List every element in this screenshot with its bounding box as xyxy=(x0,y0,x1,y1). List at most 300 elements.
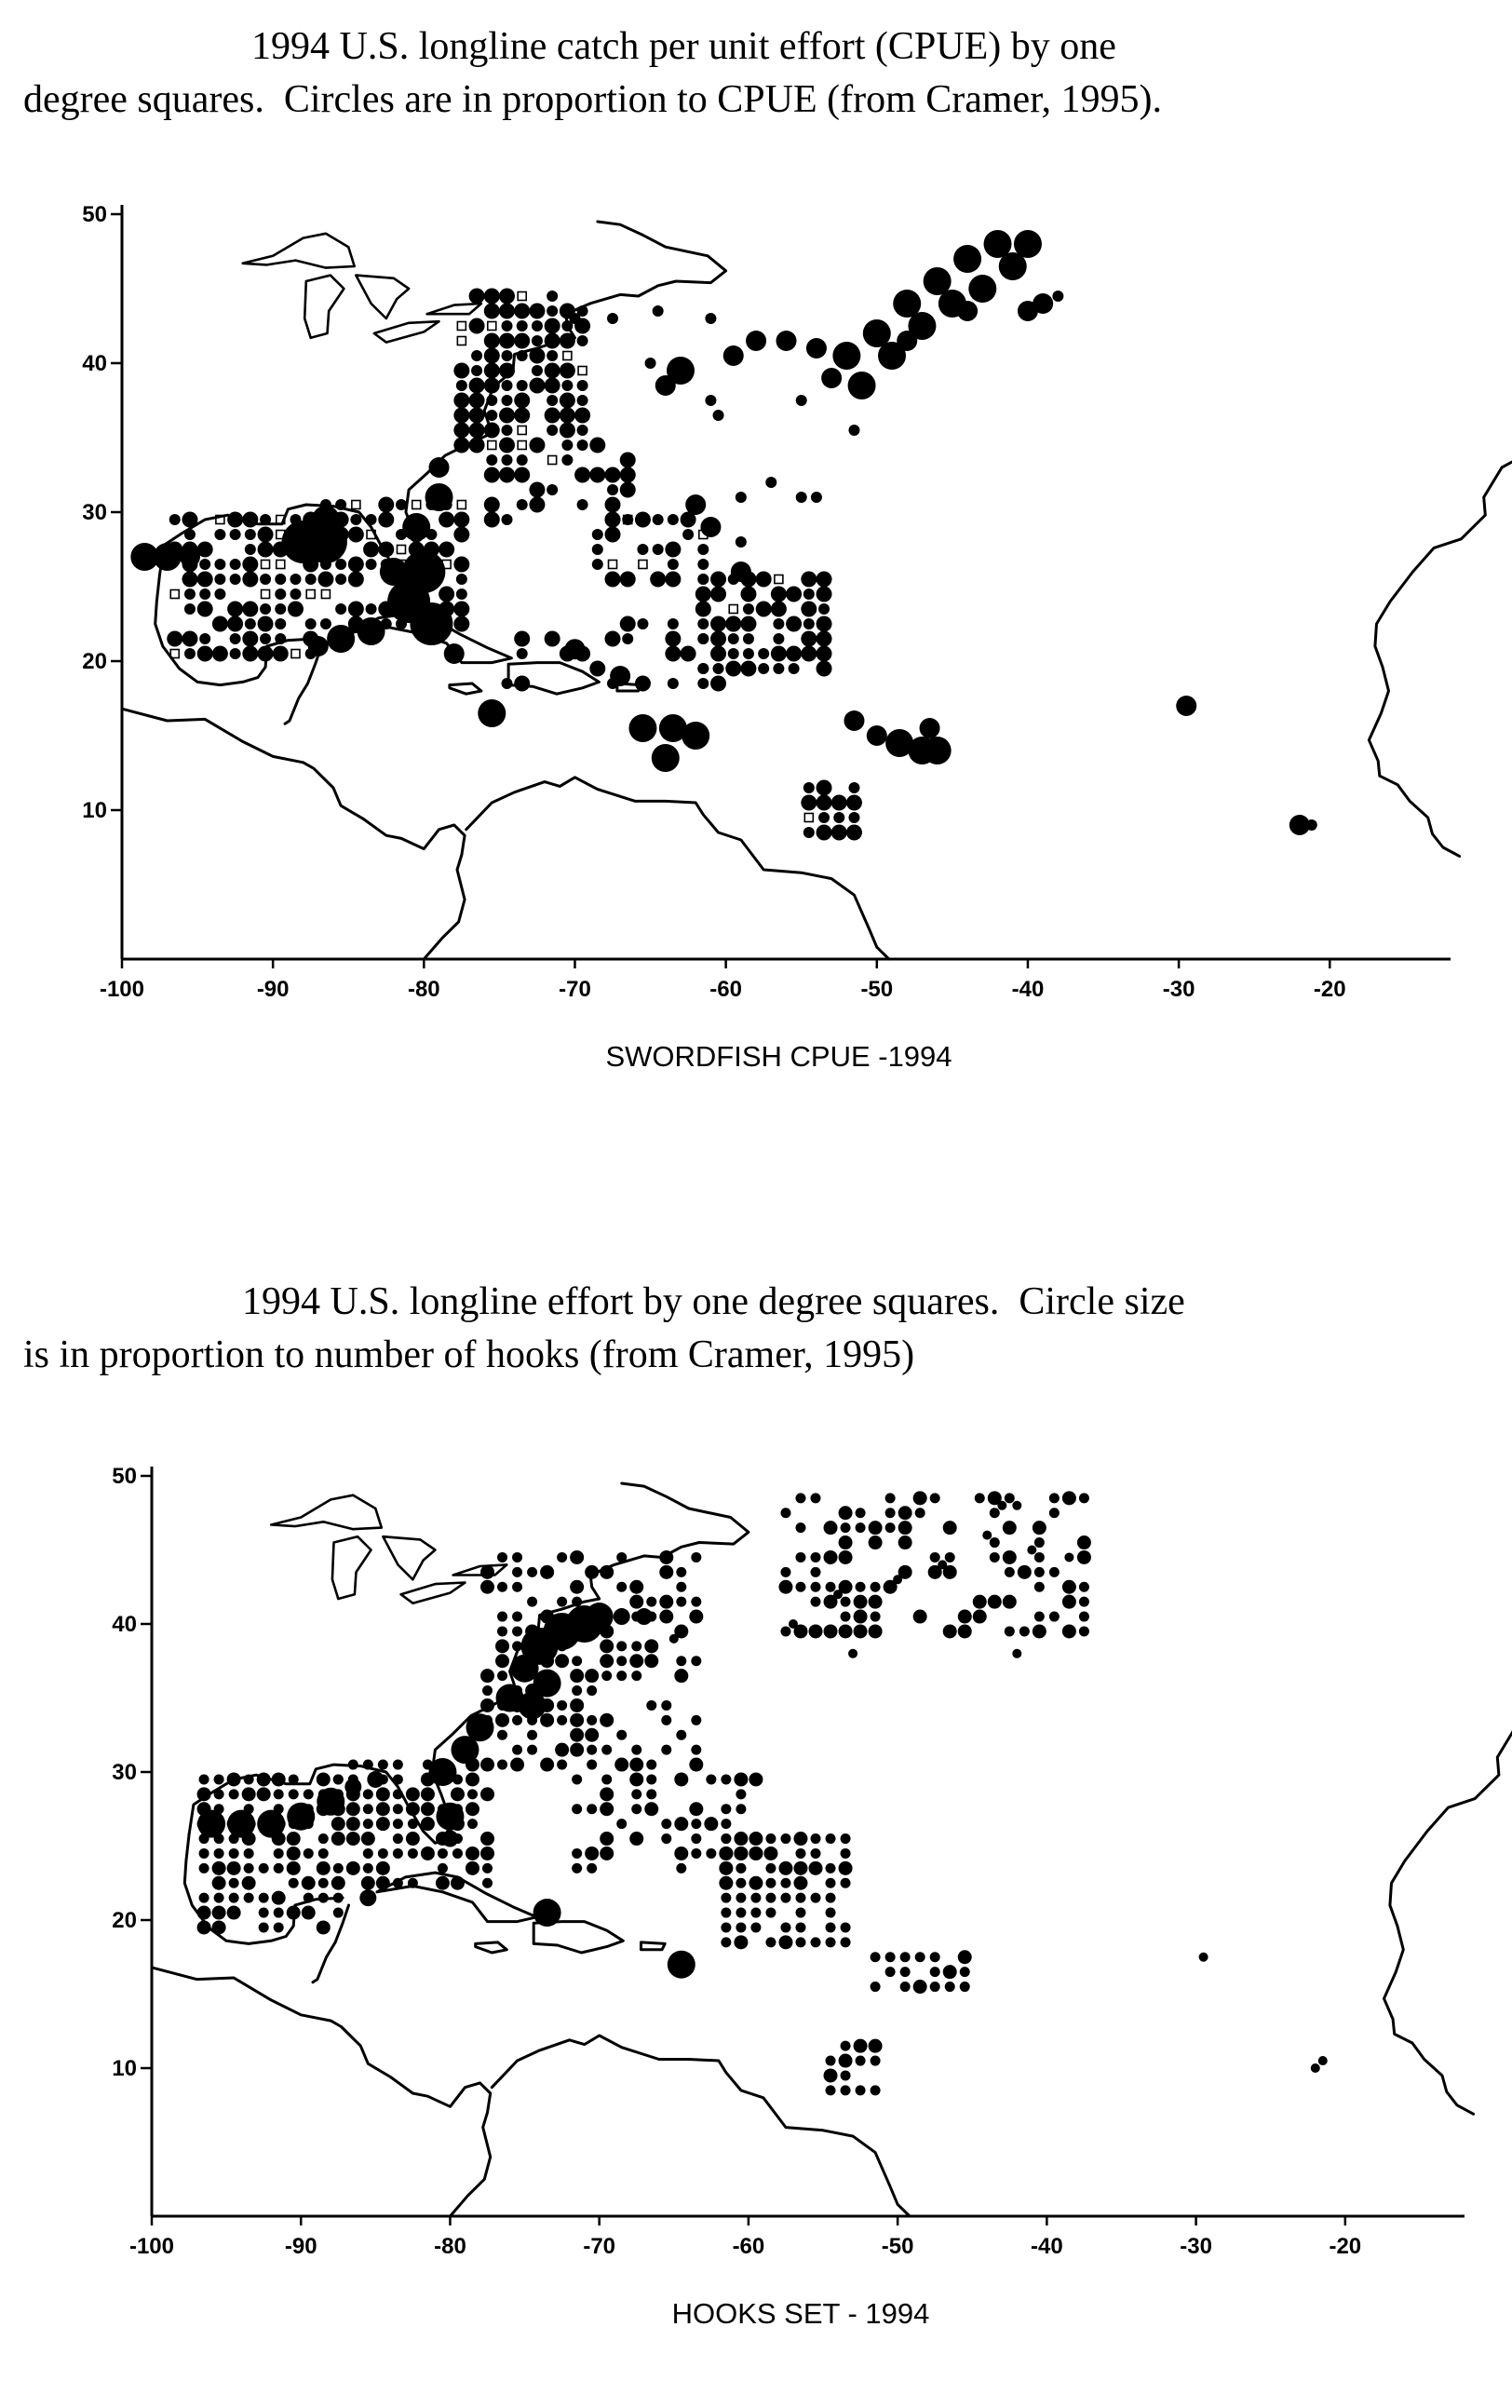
grid-circle xyxy=(570,1669,584,1683)
grid-circle xyxy=(378,1760,388,1770)
coast-africa xyxy=(1369,423,1512,857)
grid-circle xyxy=(637,618,648,629)
grid-circle xyxy=(547,291,558,302)
grid-circle xyxy=(789,663,800,674)
grid-circle xyxy=(545,631,560,647)
grid-circle xyxy=(318,1878,329,1888)
grid-circle xyxy=(706,1848,716,1859)
grid-circle xyxy=(288,602,304,617)
grid-circle xyxy=(199,1848,209,1859)
data-point xyxy=(723,345,744,366)
grid-circle xyxy=(668,514,679,525)
great-lake-3 xyxy=(401,1583,466,1603)
grid-circle xyxy=(817,587,832,602)
x-tick-label: -50 xyxy=(881,2234,914,2259)
grid-circle xyxy=(885,1493,896,1503)
grid-circle xyxy=(1005,1493,1015,1503)
grid-circle xyxy=(197,1920,211,1934)
grid-circle xyxy=(1077,1535,1091,1549)
data-point xyxy=(628,714,656,742)
grid-circle xyxy=(572,1848,582,1859)
grid-circle xyxy=(725,616,741,632)
grid-circle xyxy=(302,1906,316,1920)
grid-circle xyxy=(547,425,558,436)
grid-circle xyxy=(841,1848,851,1859)
grid-circle xyxy=(229,1893,239,1903)
data-point xyxy=(848,1649,857,1658)
grid-circle xyxy=(736,1789,746,1799)
grid-circle xyxy=(614,1758,628,1772)
data-point xyxy=(429,457,450,478)
grid-circle xyxy=(545,318,560,334)
grid-circle xyxy=(811,1597,821,1607)
x-tick-label: -40 xyxy=(1011,977,1045,1002)
grid-circle xyxy=(545,333,560,349)
grid-circle xyxy=(453,512,469,528)
grid-circle xyxy=(421,1847,435,1860)
grid-circle xyxy=(750,1922,761,1932)
grid-circle xyxy=(605,512,621,528)
grid-circle xyxy=(244,1863,254,1874)
grid-circle xyxy=(786,646,802,662)
grid-circle xyxy=(841,1833,851,1844)
grid-circle xyxy=(646,1789,656,1799)
grid-circle xyxy=(512,1626,522,1636)
grid-circle xyxy=(697,663,709,674)
grid-circle xyxy=(514,393,530,409)
grid-circle xyxy=(227,512,243,528)
data-point xyxy=(533,1899,561,1927)
grid-circle xyxy=(393,1789,403,1799)
grid-circle xyxy=(743,603,754,615)
grid-circle xyxy=(871,1952,881,1962)
grid-circle xyxy=(274,1863,284,1874)
grid-circle xyxy=(259,1922,269,1932)
grid-circle xyxy=(871,1582,881,1592)
grid-circle xyxy=(275,574,286,585)
x-tick-label: -20 xyxy=(1313,977,1346,1002)
data-point xyxy=(312,506,340,534)
grid-circle xyxy=(408,1878,418,1888)
grid-circle xyxy=(227,602,243,617)
grid-circle xyxy=(456,588,467,600)
grid-circle xyxy=(480,1832,494,1846)
data-point xyxy=(428,1758,456,1786)
grid-markers xyxy=(167,289,862,841)
data-point xyxy=(1318,2056,1328,2065)
grid-circle xyxy=(532,365,543,376)
grid-circle xyxy=(363,1760,373,1770)
grid-circle xyxy=(600,1847,614,1860)
grid-circle xyxy=(885,1522,896,1533)
data-point xyxy=(997,1501,1006,1510)
grid-circle xyxy=(275,588,286,600)
caption-top-line-2: degree squares. Circles are in proportion to CPUE (from Cramer, 1995). xyxy=(23,78,1162,121)
grid-circle xyxy=(915,1508,925,1518)
grid-circle xyxy=(363,542,379,558)
grid-circle xyxy=(728,648,739,659)
grid-circle xyxy=(915,1952,925,1962)
data-point xyxy=(1014,230,1042,258)
grid-circle xyxy=(497,1626,507,1636)
grid-circle xyxy=(713,663,724,674)
grid-circle xyxy=(438,1863,448,1874)
grid-circle xyxy=(826,1937,836,1947)
grid-circle xyxy=(495,1639,509,1653)
zero-cpue-square xyxy=(262,561,270,569)
great-lake-0 xyxy=(243,234,355,268)
grid-circle xyxy=(497,1760,507,1770)
grid-circle xyxy=(305,618,317,629)
grid-circle xyxy=(199,1893,209,1903)
grid-circle xyxy=(467,1789,478,1799)
grid-circle xyxy=(740,587,756,602)
grid-circle xyxy=(691,1833,701,1844)
grid-circle xyxy=(736,1863,746,1874)
grid-circle xyxy=(529,378,545,394)
data-point xyxy=(920,718,940,738)
grid-circle xyxy=(214,1774,224,1784)
great-lake-1 xyxy=(304,276,344,338)
grid-circle xyxy=(577,499,588,510)
data-point xyxy=(848,425,859,436)
grid-circle xyxy=(482,1863,493,1874)
grid-circle xyxy=(529,348,545,364)
grid-circle xyxy=(527,1730,537,1740)
grid-circle xyxy=(499,438,515,453)
grid-circle xyxy=(502,678,513,689)
grid-circle xyxy=(811,1833,821,1844)
grid-circle xyxy=(469,378,485,394)
grid-circle xyxy=(780,1833,790,1844)
data-point xyxy=(425,483,453,511)
grid-circle xyxy=(197,572,213,588)
data-point xyxy=(287,1803,315,1831)
grid-circle xyxy=(244,1893,254,1903)
grid-circle xyxy=(167,631,182,647)
grid-circle xyxy=(499,408,515,424)
data-point xyxy=(402,513,430,541)
grid-circle xyxy=(710,587,726,602)
grid-circle xyxy=(1034,1552,1045,1562)
grid-circle xyxy=(990,1508,1000,1518)
grid-circle xyxy=(184,529,196,540)
data-point xyxy=(811,492,822,503)
grid-circle xyxy=(259,1908,269,1918)
grid-circle xyxy=(275,633,286,644)
grid-circle xyxy=(871,1612,881,1622)
data-point xyxy=(893,1575,902,1584)
data-point xyxy=(668,1951,695,1979)
grid-circle xyxy=(646,1760,656,1770)
grid-circle xyxy=(758,663,769,674)
grid-circle xyxy=(245,529,256,540)
zero-cpue-square xyxy=(291,650,300,658)
grid-circle xyxy=(482,1760,493,1770)
grid-circle xyxy=(676,1730,686,1740)
data-point xyxy=(682,722,709,750)
grid-circle xyxy=(333,1908,344,1918)
grid-circle xyxy=(197,646,213,662)
grid-circle xyxy=(453,557,469,573)
grid-circle xyxy=(763,1847,777,1860)
grid-circle xyxy=(484,304,500,319)
grid-circle xyxy=(1034,1567,1045,1577)
grid-circle xyxy=(943,1521,957,1535)
grid-circle xyxy=(245,618,256,629)
grid-circle xyxy=(801,602,817,617)
data-point xyxy=(402,550,445,593)
data-point xyxy=(652,744,680,772)
grid-circle xyxy=(245,544,256,555)
zero-cpue-square xyxy=(518,426,526,435)
grid-circle xyxy=(833,812,844,823)
grid-circle xyxy=(706,1774,716,1784)
grid-circle xyxy=(771,587,787,602)
zero-cpue-square xyxy=(518,441,526,450)
grid-circle xyxy=(495,1713,509,1727)
data-point xyxy=(924,267,952,295)
grid-circle xyxy=(396,499,407,510)
grid-circle xyxy=(527,1745,537,1755)
grid-circle xyxy=(346,1817,360,1831)
grid-circle xyxy=(333,1893,344,1903)
grid-circle xyxy=(184,603,196,615)
zero-cpue-square xyxy=(262,590,270,599)
grid-circle xyxy=(570,1743,584,1757)
grid-circle xyxy=(691,1745,701,1755)
grid-circle xyxy=(824,1624,838,1638)
grid-circle xyxy=(557,1552,567,1562)
grid-circle xyxy=(346,1861,360,1875)
grid-circle xyxy=(801,795,817,811)
grid-circle xyxy=(1018,1565,1032,1579)
data-point xyxy=(227,1810,255,1838)
x-tick-label: -20 xyxy=(1329,2234,1362,2259)
grid-circle xyxy=(480,1669,494,1683)
grid-circle xyxy=(898,1535,912,1549)
grid-circle xyxy=(600,1802,614,1816)
grid-circle xyxy=(795,1493,805,1503)
grid-circle xyxy=(1062,1580,1076,1594)
grid-circle xyxy=(780,1893,790,1903)
grid-circle xyxy=(480,1580,494,1594)
grid-circle xyxy=(728,663,739,674)
y-tick-label: 30 xyxy=(112,1760,137,1785)
grid-circle xyxy=(1003,1550,1017,1564)
grid-circle xyxy=(555,1743,569,1757)
grid-circle xyxy=(803,588,815,600)
grid-circle xyxy=(605,497,621,513)
data-point xyxy=(685,494,706,515)
grid-circle xyxy=(366,514,377,525)
grid-circle xyxy=(831,795,847,811)
grid-circle xyxy=(346,1802,360,1816)
grid-circle xyxy=(587,1760,597,1770)
grid-circle xyxy=(1079,1582,1089,1592)
grid-circle xyxy=(585,1847,599,1860)
grid-circle xyxy=(260,514,271,525)
grid-circle xyxy=(1062,1595,1076,1609)
great-lake-3 xyxy=(374,321,439,342)
grid-circle xyxy=(676,1863,686,1874)
grid-circle xyxy=(514,304,530,319)
grid-circle xyxy=(572,1804,582,1814)
grid-circle xyxy=(1079,1493,1089,1503)
grid-circle xyxy=(620,572,636,588)
grid-circle xyxy=(600,1654,614,1668)
grid-circle xyxy=(749,1772,763,1786)
grid-circle xyxy=(668,678,679,689)
grid-circle xyxy=(408,1848,418,1859)
grid-circle xyxy=(620,616,636,632)
grid-circle xyxy=(839,2054,853,2068)
grid-circle xyxy=(499,304,515,319)
grid-circle xyxy=(466,1861,479,1875)
grid-circle xyxy=(795,1522,805,1533)
grid-circle xyxy=(809,1624,823,1638)
grid-circle xyxy=(601,1671,612,1681)
data-point xyxy=(867,725,887,746)
grid-circle xyxy=(304,1848,314,1859)
grid-circle xyxy=(570,1550,584,1564)
grid-circle xyxy=(803,827,815,838)
grid-circle xyxy=(780,1922,790,1932)
data-point xyxy=(344,1779,361,1795)
grid-circle xyxy=(592,544,603,555)
grid-circle xyxy=(540,1758,554,1772)
grid-circle xyxy=(817,646,832,662)
grid-circle xyxy=(577,335,588,346)
grid-circle xyxy=(557,1715,567,1725)
data-point xyxy=(821,368,842,388)
data-point xyxy=(610,666,630,686)
grid-circle xyxy=(629,1595,643,1609)
data-point xyxy=(1052,291,1063,302)
grid-circle xyxy=(1033,1624,1046,1638)
grid-circle xyxy=(570,1728,584,1742)
data-point xyxy=(1033,293,1053,314)
grid-circle xyxy=(199,559,210,570)
grid-circle xyxy=(1033,1521,1046,1535)
grid-circle xyxy=(466,1802,479,1816)
grid-circle xyxy=(809,1861,823,1875)
grid-circle xyxy=(900,1982,911,1992)
grid-circle xyxy=(811,1937,821,1947)
grid-circle xyxy=(502,425,513,436)
grid-circle xyxy=(406,1787,420,1801)
grid-circle xyxy=(676,1567,686,1577)
grid-circle xyxy=(587,1804,597,1814)
data-point xyxy=(478,699,506,727)
x-tick-label: -80 xyxy=(407,977,440,1002)
grid-circle xyxy=(527,1597,537,1607)
grid-circle xyxy=(659,1610,673,1624)
great-lake-2 xyxy=(356,276,409,318)
grid-circle xyxy=(710,616,726,632)
grid-circle xyxy=(561,440,573,451)
grid-circle xyxy=(350,514,361,525)
grid-circle xyxy=(900,1952,911,1962)
grid-circle xyxy=(960,1967,970,1977)
grid-circle xyxy=(363,1848,373,1859)
data-point xyxy=(938,1560,947,1569)
grid-circle xyxy=(661,1833,671,1844)
grid-circle xyxy=(486,454,497,466)
grid-circle xyxy=(765,1937,776,1947)
grid-circle xyxy=(540,1565,554,1579)
grid-circle xyxy=(871,2085,881,2095)
grid-circle xyxy=(406,1832,420,1846)
grid-circle xyxy=(512,1641,522,1651)
grid-circle xyxy=(674,1772,688,1786)
grid-circle xyxy=(869,1595,883,1609)
grid-circle xyxy=(305,574,317,585)
grid-circle xyxy=(229,1848,239,1859)
grid-circle xyxy=(452,1848,463,1859)
grid-circle xyxy=(826,1922,836,1932)
data-point xyxy=(586,1603,614,1630)
grid-circle xyxy=(765,1893,776,1903)
coast-central-america xyxy=(152,1968,491,2216)
grid-circle xyxy=(721,1833,731,1844)
caption-bottom-line-1: 1994 U.S. longline effort by one degree squares. Circle size xyxy=(242,1280,1185,1323)
grid-circle xyxy=(451,1876,465,1890)
grid-circle xyxy=(697,559,709,570)
grid-circle xyxy=(676,1597,686,1607)
grid-circle xyxy=(275,603,286,615)
grid-circle xyxy=(587,1715,597,1725)
grid-circle xyxy=(514,631,530,647)
grid-circle xyxy=(331,1876,345,1890)
grid-circle xyxy=(480,1565,494,1579)
grid-circle xyxy=(499,363,515,379)
grid-circle xyxy=(885,1508,896,1518)
grid-circle xyxy=(517,320,528,331)
grid-circle xyxy=(826,1863,836,1874)
grid-circle xyxy=(697,544,709,555)
grid-circle xyxy=(512,1715,522,1725)
zero-cpue-square xyxy=(321,590,330,599)
data-point xyxy=(1306,819,1317,831)
data-point xyxy=(1176,696,1196,716)
grid-circle xyxy=(795,1582,805,1592)
grid-circle xyxy=(456,574,467,585)
grid-circle xyxy=(818,603,830,615)
grid-circle xyxy=(826,1582,836,1592)
grid-circle xyxy=(713,633,724,644)
data-point xyxy=(607,313,618,324)
grid-circle xyxy=(214,574,225,585)
zero-cpue-square xyxy=(729,605,737,614)
y-tick-label: 50 xyxy=(82,202,107,227)
grid-circle xyxy=(259,1893,269,1903)
grid-circle xyxy=(824,1521,838,1535)
x-tick-label: -60 xyxy=(709,977,742,1002)
grid-circle xyxy=(274,1922,284,1932)
grid-circle xyxy=(740,661,756,677)
grid-circle xyxy=(378,1848,388,1859)
grid-circle xyxy=(1062,1624,1076,1638)
grid-circle xyxy=(780,1508,790,1518)
coast-africa xyxy=(1384,1684,1512,2115)
grid-circle xyxy=(826,1833,836,1844)
grid-circle xyxy=(988,1595,1002,1609)
grid-circle xyxy=(512,1745,522,1755)
grid-circle xyxy=(841,2041,851,2051)
data-point xyxy=(700,517,721,537)
grid-circle xyxy=(646,1700,656,1711)
